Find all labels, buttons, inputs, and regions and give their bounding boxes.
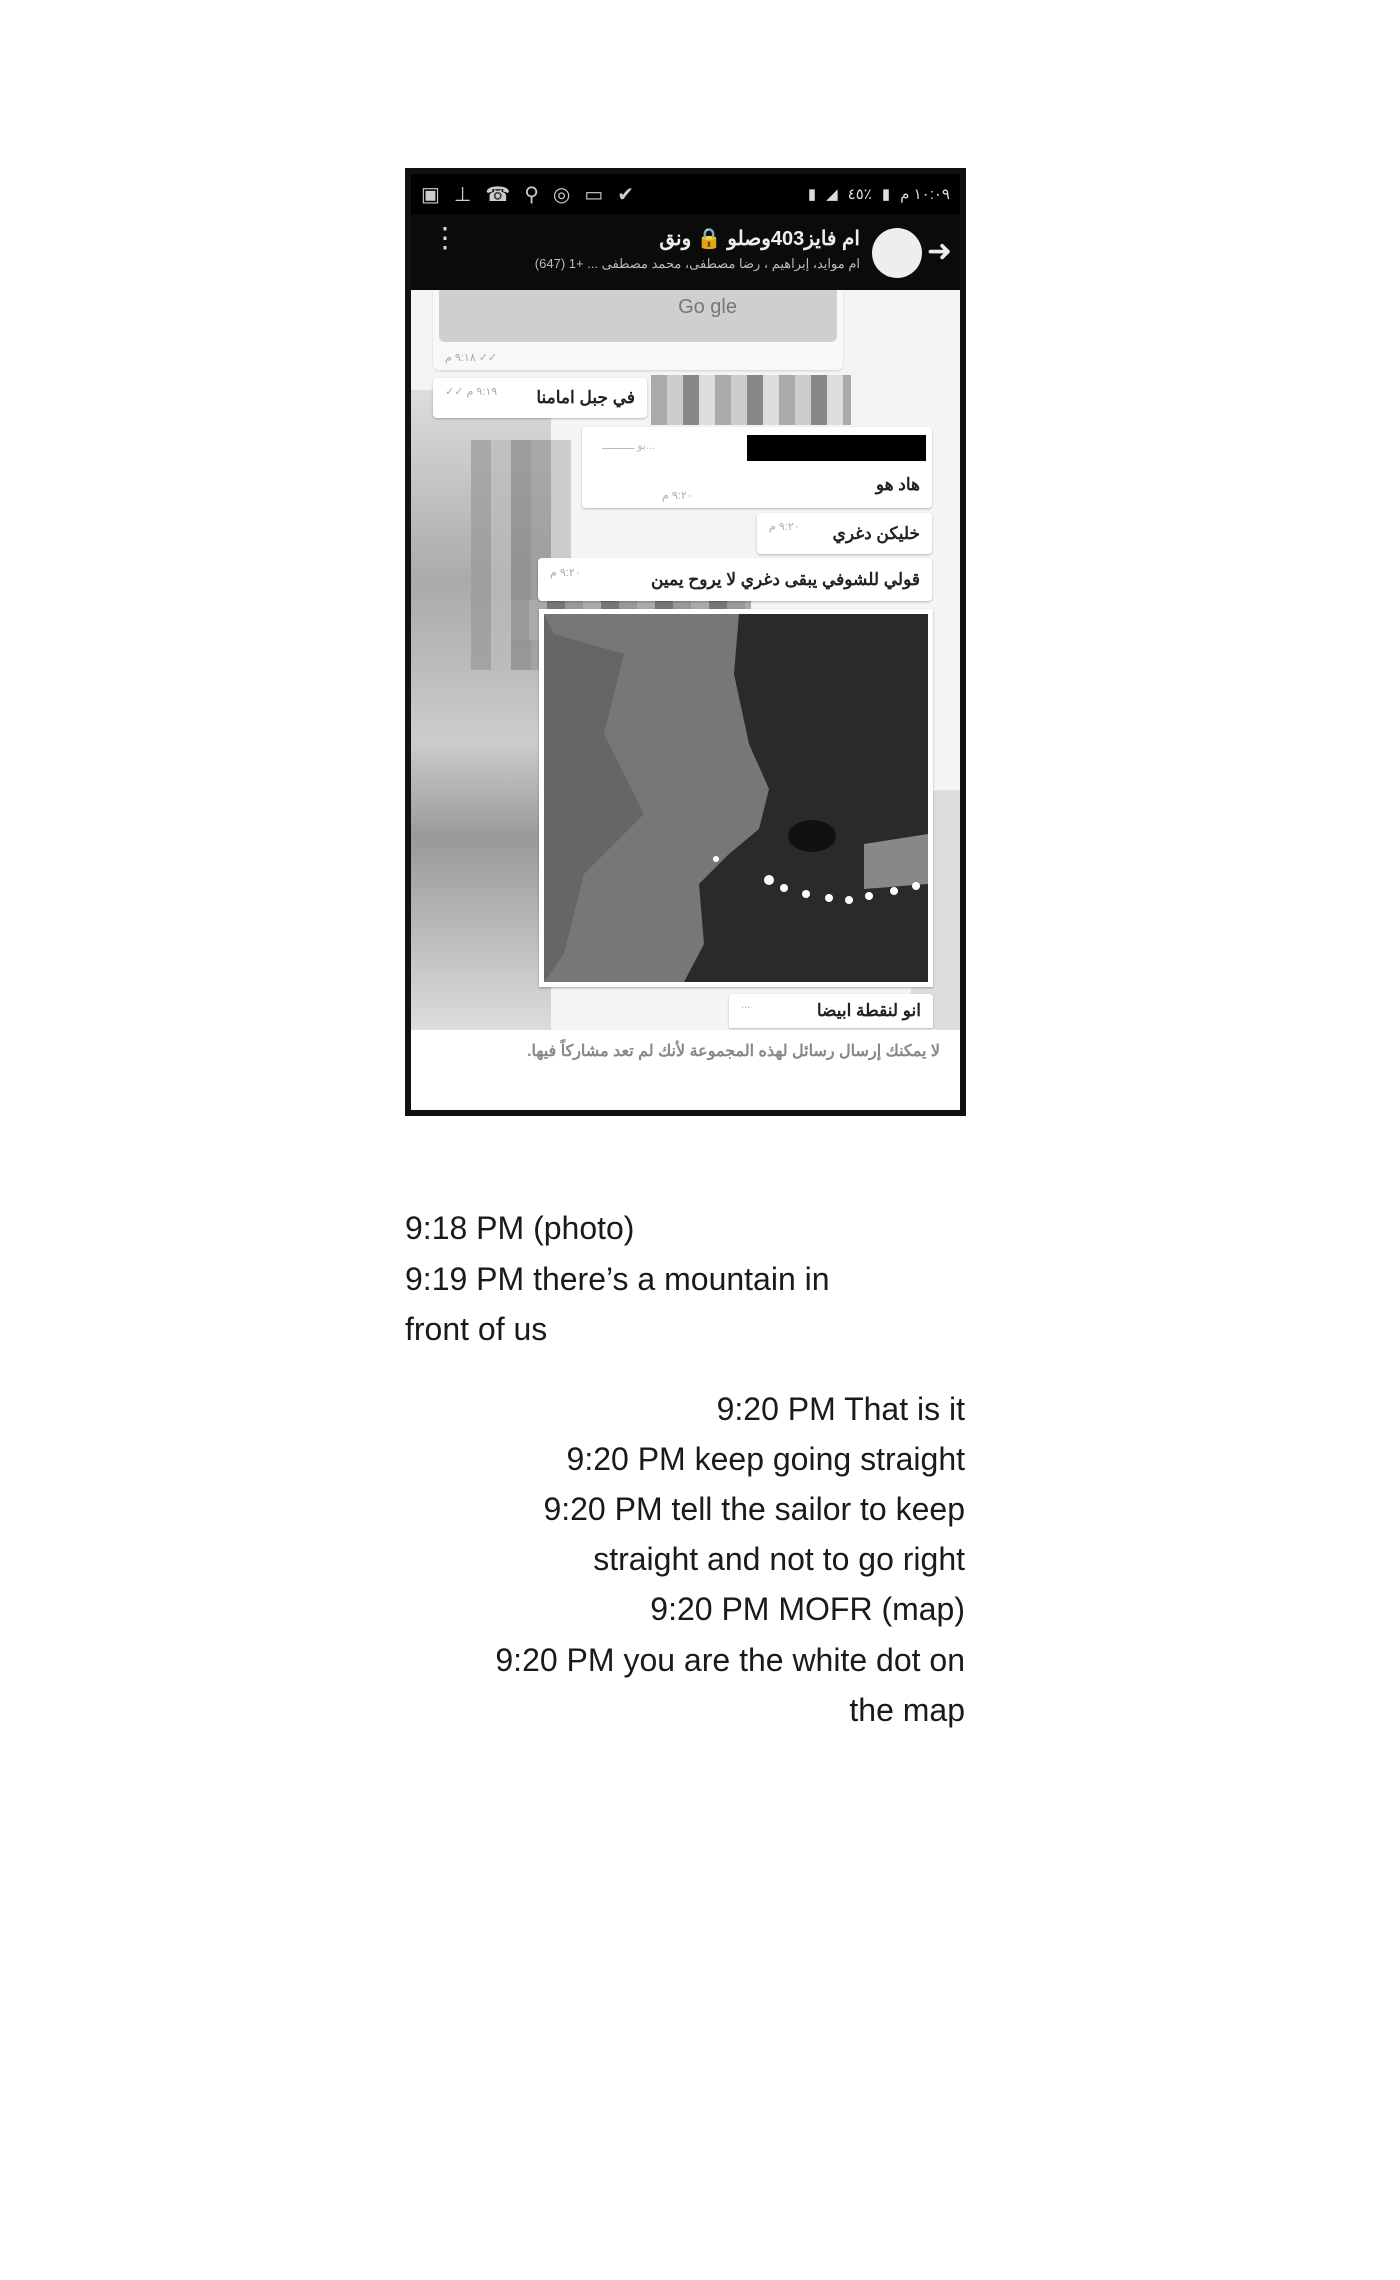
message-text: في جبل امامنا: [536, 388, 635, 407]
translation-line: 9:20 PM MOFR (map): [650, 1591, 965, 1627]
message-bubble[interactable]: [757, 513, 932, 554]
location-icon: ⚲: [524, 183, 539, 206]
translation-line: 9:20 PM you are the white dot on: [495, 1642, 965, 1678]
message-time: ٩:١٩ م ✓✓: [445, 386, 498, 398]
battery-level: ٤٥٪: [847, 186, 872, 203]
translation-line: 9:20 PM That is it: [716, 1391, 965, 1427]
missed-call-icon: ☎: [485, 183, 511, 206]
message-text: انو لنقطة ابيضا: [816, 1001, 921, 1020]
group-title[interactable]: ام فايز403وصلو 🔒 ونق: [659, 228, 860, 250]
message-bubble[interactable]: [433, 378, 647, 418]
message-time: ٩:٢٠ م: [662, 490, 693, 502]
translation-line: front of us: [405, 1311, 548, 1347]
signal-icon: ◢: [826, 186, 838, 203]
message-time: ٩:٢٠ م: [769, 521, 800, 533]
translation-line: 9:19 PM there’s a mountain in: [405, 1261, 830, 1297]
phone-screenshot: [405, 168, 966, 1116]
translation-line: 9:20 PM keep going straight: [566, 1441, 965, 1477]
satellite-map: [544, 614, 928, 982]
translation-line: straight and not to go right: [593, 1541, 965, 1577]
person-upload-icon: ⊥: [453, 183, 472, 206]
battery-icon: ▮: [881, 186, 891, 203]
quoted-text: ...بو ــــــــــ: [602, 440, 656, 452]
shared-map-image[interactable]: [539, 609, 933, 987]
group-avatar[interactable]: [872, 228, 922, 278]
shared-photo[interactable]: [433, 290, 843, 370]
chat-header: [411, 214, 960, 290]
message-bubble[interactable]: [582, 427, 932, 508]
messenger-icon: ◎: [552, 183, 571, 206]
status-bar: [411, 174, 960, 214]
message-text: خليكن دغري: [832, 524, 920, 543]
message-bubble[interactable]: [538, 558, 932, 601]
photo-thumbnail: [439, 290, 837, 342]
sim-icon: ▮: [807, 186, 817, 203]
redaction-bar: [747, 435, 926, 461]
group-members: ام موايد، إبراهيم ، رضا مصطفى، محمد مصطفى ... +1 (647): [534, 256, 860, 271]
image-icon: ▭: [584, 183, 604, 206]
message-text: قولي للشوفي يبقى دغري لا يروح يمين: [650, 570, 920, 589]
google-watermark: Go gle: [678, 296, 737, 318]
check-icon: ✔: [617, 183, 635, 206]
message-time: ٩:٢٠ م: [550, 567, 581, 579]
more-menu-icon[interactable]: ⋮: [431, 222, 459, 253]
facebook-icon: ▣: [421, 183, 440, 206]
back-arrow-icon[interactable]: ➜: [926, 235, 952, 268]
cannot-send-notice: لا يمكنك إرسال رسائل لهذه المجموعة لأنك لم تعد مشاركاً فيها.: [411, 1030, 960, 1110]
message-bubble[interactable]: [729, 994, 933, 1028]
translation-line: 9:18 PM (photo): [405, 1210, 635, 1246]
clock: ١٠:٠٩ م: [900, 186, 950, 203]
message-time: ٩:١٨ م ✓✓: [445, 352, 498, 364]
translation-line: 9:20 PM tell the sailor to keep: [543, 1491, 965, 1527]
message-time: ...: [741, 999, 751, 1011]
chat-area: [411, 290, 960, 1030]
translation-line: the map: [849, 1692, 965, 1728]
pixelated-region: [651, 375, 851, 425]
message-text: هاد هو: [875, 475, 920, 494]
